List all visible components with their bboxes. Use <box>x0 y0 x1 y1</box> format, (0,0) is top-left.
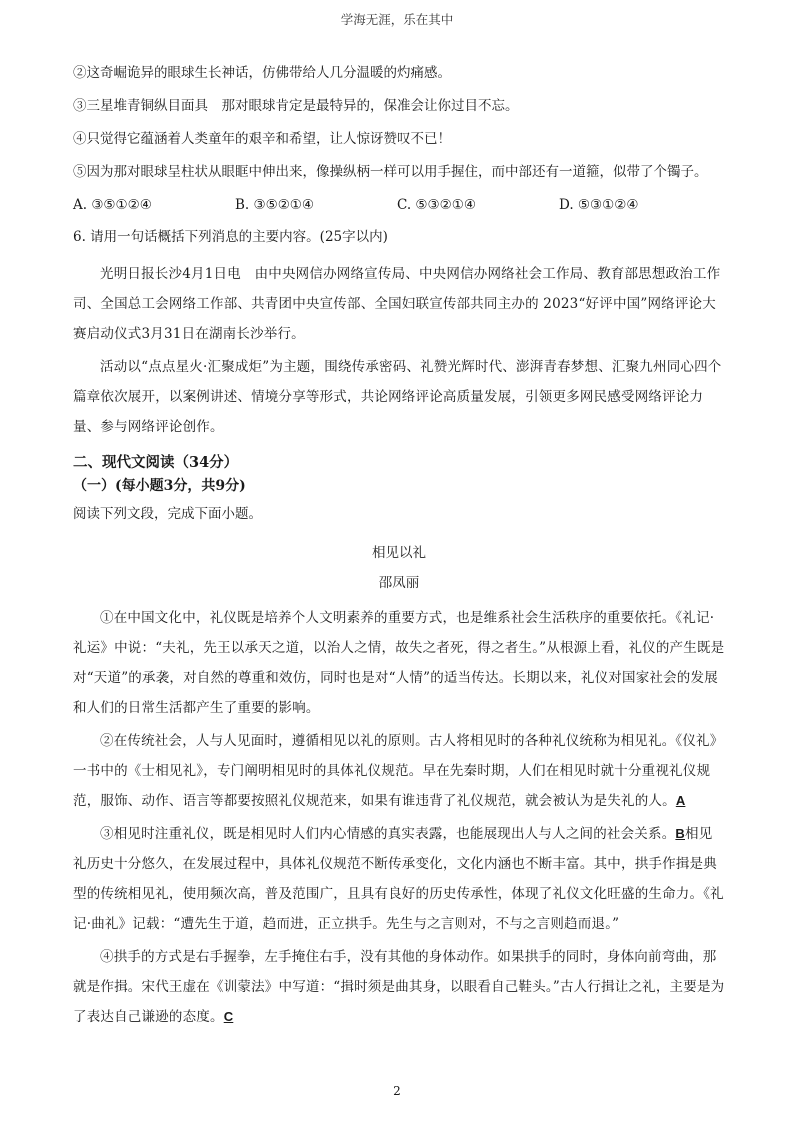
page-content <box>73 62 725 1035</box>
page-number: 2 <box>393 1084 401 1098</box>
section-title: 二、现代文阅读（34分） <box>73 454 239 471</box>
news-paragraph-2: 活动以“点点星火·汇聚成炬”为主题，围绕传承密码、礼赞光辉时代、澎湃青春梦想、汇聚九州同心四个篇章依次展开，以案例讲述、情境分享等形式，共论网络评论高质量发展，引领更多网民感受网络评论力量、参与网络评论创作。 <box>73 359 722 435</box>
article-author: 邵凤丽 <box>378 575 420 591</box>
option-4: ④只觉得它蕴涵着人类童年的艰辛和希望，让人惊讶赞叹不已！ <box>73 131 451 147</box>
news-paragraph-1: 光明日报长沙4月1日电 由中央网信办网络宣传局、中央网信办网络社会工作局、教育部思想政治工作司、全国总工会网络工作部、共青团中央宣传部、全国妇联宣传部共同主办的 2023“好评中国”网络评论大赛启动仪式3月31日在湖南长沙举行。 <box>73 266 721 342</box>
article-paragraph-2 <box>73 726 725 816</box>
question-6-prompt: 6. 请用一句话概括下列消息的主要内容。(25字以内) <box>73 229 388 245</box>
option-5: ⑤因为那对眼球呈柱状从眼眶中伸出来，像操纵柄一样可以用手握住，而中部还有一道箍，似带了个镯子。 <box>73 164 708 180</box>
article-paragraph-4 <box>73 942 725 1032</box>
paragraph-2-text: ②在传统社会，人与人见面时，遵循相见以礼的原则。古人将相见时的各种礼仪统称为相见礼。《仪礼》一书中的《士相见礼》，专门阐明相见时的具体礼仪规范。早在先秦时期，人们在相见时就十分重视礼仪规范，服饰、动作、语言等都要按照礼仪规范来，如果有谁违背了礼仪规范，就会被认为是失礼的人。 <box>73 733 724 809</box>
choice-b: B. ③⑤②①④ <box>235 197 315 213</box>
option-2: ②这奇崛诡异的眼球生长神话，仿佛带给人几分温暖的灼痛感。 <box>73 65 451 81</box>
reading-instruction: 阅读下列文段，完成下面小题。 <box>73 506 262 522</box>
marker-a: A <box>675 793 686 808</box>
paragraph-3-text-b: 相见礼历史十分悠久，在发展过程中，具体礼仪规范不断传承变化，文化内涵也不断丰富。其中，拱手作揖是典型的传统相见礼，使用频次高，普及范围广，且具有良好的历史传承性，体现了礼仪文化旺盛的生命力。《礼记·曲礼》记载：“遭先生于道，趋而进，正立拱手。先生与之言则对，不与之言则趋而退。” <box>73 826 724 932</box>
paragraph-4-text: ④拱手的方式是右手握拳，左手掩住右手，没有其他的身体动作。如果拱手的同时，身体向前弯曲，那就是作揖。宋代王虚在《训蒙法》中写道：“揖时须是曲其身，以眼看自己鞋头。”古人行揖让之礼，主要是为了表达自己谦逊的态度。 <box>73 949 725 1025</box>
marker-b: B <box>675 826 685 841</box>
choice-c: C. ⑤③②①④ <box>397 197 476 213</box>
page-header: 学海无涯，乐在其中 <box>340 12 454 27</box>
choice-a: A. ③⑤①②④ <box>73 197 152 213</box>
article-paragraph-3 <box>73 819 725 939</box>
paragraph-3-text-a: ③相见时注重礼仪，既是相见时人们内心情感的真实表露，也能展现出人与人之间的社会关系。 <box>100 826 676 842</box>
subsection-title: （一）(每小题3分，共9分) <box>73 478 246 494</box>
choice-d: D. ⑤③①②④ <box>559 197 639 213</box>
article-title: 相见以礼 <box>372 545 426 561</box>
article-paragraph-1: ①在中国文化中，礼仪既是培养个人文明素养的重要方式，也是维系社会生活秩序的重要依托。《礼记·礼运》中说：“夫礼，先王以承天之道，以治人之情，故失之者死，得之者生。”从根源上看，礼仪的产生既是对“天道”的承袭，对自然的尊重和效仿，同时也是对“人情”的适当传达。长期以来，礼仪对国家社会的发展和人们的日常生活都产生了重要的影响。 <box>73 610 725 716</box>
answer-choices <box>73 194 725 216</box>
marker-c: C <box>223 1009 234 1024</box>
option-3: ③三星堆青铜纵目面具 那对眼球肯定是最特异的，保准会让你过目不忘。 <box>73 98 519 114</box>
